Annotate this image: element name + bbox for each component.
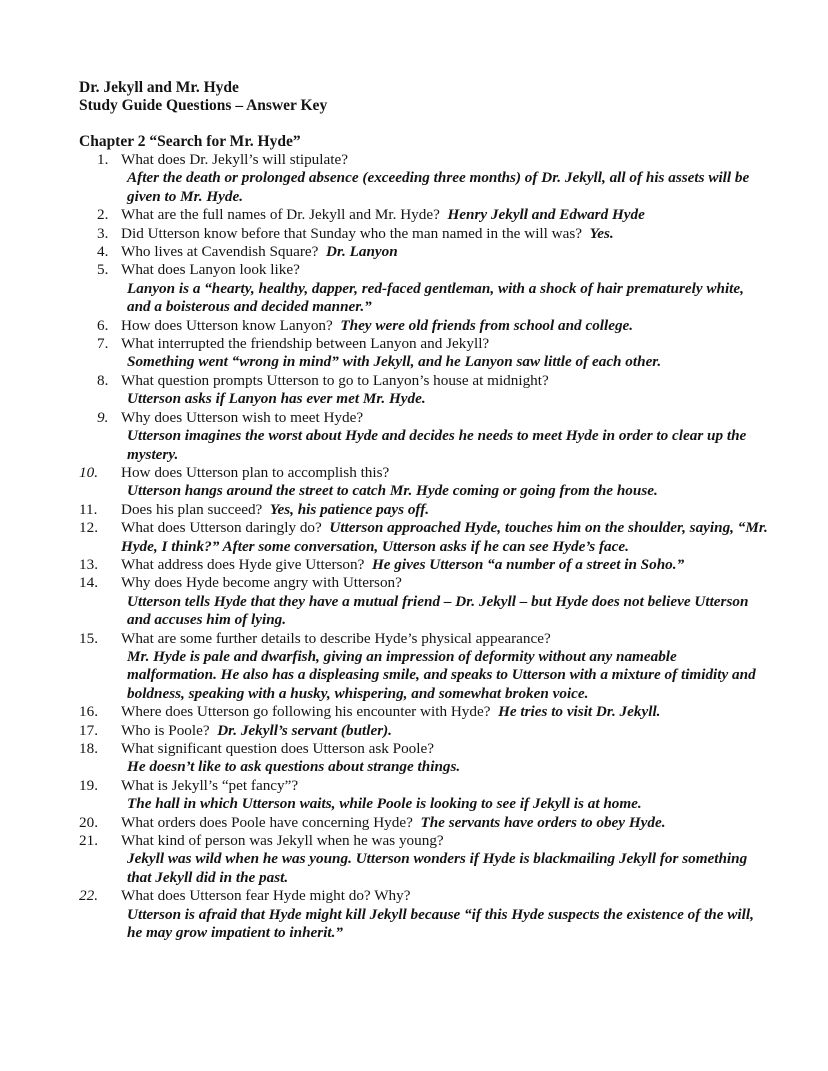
answer-text: They were old friends from school and college. — [340, 316, 634, 334]
question-text: Does his plan succeed? — [121, 500, 263, 518]
question-item — [79, 630, 769, 704]
question-number: 9. — [97, 408, 109, 426]
question-item — [79, 832, 769, 887]
question-number: 14. — [79, 574, 98, 592]
question-item — [79, 722, 769, 740]
question-text: What kind of person was Jekyll when he was young? — [121, 832, 444, 850]
question-number: 17. — [79, 721, 98, 739]
answer-text: Jekyll was wild when he was young. Utterson wonders if Hyde is blackmailing Jekyll for something that Jekyll did in the past. — [127, 850, 748, 886]
answer-text: The servants have orders to obey Hyde. — [420, 813, 666, 831]
document-page — [79, 79, 769, 942]
question-text: How does Utterson plan to accomplish this? — [121, 463, 390, 481]
question-number: 7. — [97, 335, 109, 353]
question-text: Why does Utterson wish to meet Hyde? — [121, 408, 364, 426]
question-number: 8. — [97, 371, 109, 389]
question-text: What is Jekyll’s “pet fancy”? — [121, 776, 299, 794]
answer-text: After the death or prolonged absence (exceeding three months) of Dr. Jekyll, all of his assets will be given to Mr. Hyde. — [127, 169, 750, 205]
question-text: What are some further details to describe Hyde’s physical appearance? — [121, 629, 551, 647]
question-item — [79, 335, 769, 372]
answer-text: Utterson tells Hyde that they have a mutual friend – Dr. Jekyll – but Hyde does not believe Utterson and accuses him of lying. — [127, 592, 749, 629]
question-item — [79, 261, 769, 316]
question-text: What question prompts Utterson to go to Lanyon’s house at midnight? — [121, 371, 549, 389]
question-number: 11. — [79, 500, 98, 518]
question-number: 18. — [79, 740, 98, 757]
question-text: Who lives at Cavendish Square? — [121, 243, 319, 261]
question-text: Where does Utterson go following his encounter with Hyde? — [121, 703, 491, 721]
answer-text: He tries to visit Dr. Jekyll. — [498, 703, 661, 721]
question-number: 13. — [79, 555, 98, 573]
question-text: Who is Poole? — [121, 721, 210, 739]
question-item — [79, 225, 769, 243]
answer-text: Mr. Hyde is pale and dwarfish, giving an impression of deformity without any nameable malformation. He also has a displeasing smile, and speaks to Utterson with a mixture of timidity and boldness, speaking with a husky, whispering, and somewhat broken voice. — [127, 647, 756, 702]
chapter-heading: Chapter 2 “Search for Mr. Hyde” — [79, 133, 301, 150]
question-item — [79, 372, 769, 409]
question-number: 5. — [97, 261, 109, 279]
question-item — [79, 814, 769, 832]
answer-text: Henry Jekyll and Edward Hyde — [447, 206, 645, 224]
answer-text: Dr. Jekyll’s servant (butler). — [217, 721, 392, 739]
question-text: What are the full names of Dr. Jekyll and Mr. Hyde? — [121, 206, 440, 224]
question-item — [79, 740, 769, 777]
answer-text: Utterson is afraid that Hyde might kill Jekyll because “if this Hyde suspects the existence of the will, he may grow impatient to inherit.” — [127, 905, 754, 942]
question-number: 10. — [79, 463, 98, 481]
question-item — [79, 409, 769, 464]
question-item — [79, 887, 769, 942]
question-item — [79, 703, 769, 721]
question-number: 22. — [79, 887, 98, 905]
question-number: 4. — [97, 243, 109, 261]
question-text: What does Utterson fear Hyde might do? Why? — [121, 887, 411, 905]
document-subtitle: Study Guide Questions – Answer Key — [79, 97, 328, 114]
question-item — [79, 556, 769, 574]
answer-text: Utterson asks if Lanyon has ever met Mr. Hyde. — [127, 390, 426, 408]
question-item — [79, 317, 769, 335]
answer-text: Utterson imagines the worst about Hyde and decides he needs to meet Hyde in order to clear up the mystery. — [127, 427, 747, 463]
answer-text: Lanyon is a “hearty, healthy, dapper, red-faced gentleman, with a shock of hair prematurely white, and a boisterous and decided manner.” — [127, 279, 744, 316]
answer-text: Utterson approached Hyde, touches him on the shoulder, saying, “Mr. Hyde, I think?” After some conversation, Utterson asks if he can see Hyde’s face. — [121, 519, 768, 555]
question-text: What address does Hyde give Utterson? — [121, 555, 365, 573]
question-number: 21. — [79, 832, 98, 850]
question-text: What orders does Poole have concerning Hyde? — [121, 813, 413, 831]
question-text: What significant question does Utterson ask Poole? — [121, 740, 434, 757]
question-text: Why does Hyde become angry with Utterson? — [121, 574, 402, 592]
question-number: 1. — [97, 151, 109, 168]
question-list — [79, 151, 769, 942]
answer-text: Yes, his patience pays off. — [269, 500, 430, 518]
question-text: Did Utterson know before that Sunday who the man named in the will was? — [121, 224, 583, 242]
question-text: What does Utterson daringly do? — [121, 519, 322, 537]
question-item — [79, 777, 769, 814]
answer-text: The hall in which Utterson waits, while Poole is looking to see if Jekyll is at home. — [127, 795, 642, 813]
answer-text: Something went “wrong in mind” with Jekyll, and he Lanyon saw little of each other. — [127, 353, 662, 371]
question-item — [79, 519, 769, 556]
question-number: 15. — [79, 629, 98, 647]
question-item — [79, 206, 769, 224]
answer-text: Dr. Lanyon — [325, 243, 398, 261]
question-item — [79, 151, 769, 206]
question-number: 12. — [79, 519, 98, 537]
answer-text: Yes. — [589, 224, 614, 242]
question-number: 20. — [79, 813, 98, 831]
question-item — [79, 574, 769, 629]
document-title: Dr. Jekyll and Mr. Hyde — [79, 79, 239, 96]
answer-text: Utterson hangs around the street to catch Mr. Hyde coming or going from the house. — [127, 482, 658, 500]
question-item — [79, 243, 769, 261]
answer-text: He gives Utterson “a number of a street in Soho.” — [371, 555, 685, 573]
question-text: What does Dr. Jekyll’s will stipulate? — [121, 151, 348, 168]
answer-text: He doesn’t like to ask questions about strange things. — [127, 758, 461, 776]
question-text: What interrupted the friendship between Lanyon and Jekyll? — [121, 335, 490, 353]
question-text: What does Lanyon look like? — [121, 261, 300, 279]
question-item — [79, 501, 769, 519]
question-item — [79, 464, 769, 501]
question-text: How does Utterson know Lanyon? — [121, 316, 333, 334]
question-number: 2. — [97, 206, 109, 224]
question-number: 16. — [79, 703, 98, 721]
question-number: 19. — [79, 776, 98, 794]
question-number: 3. — [97, 224, 109, 242]
question-number: 6. — [97, 316, 109, 334]
